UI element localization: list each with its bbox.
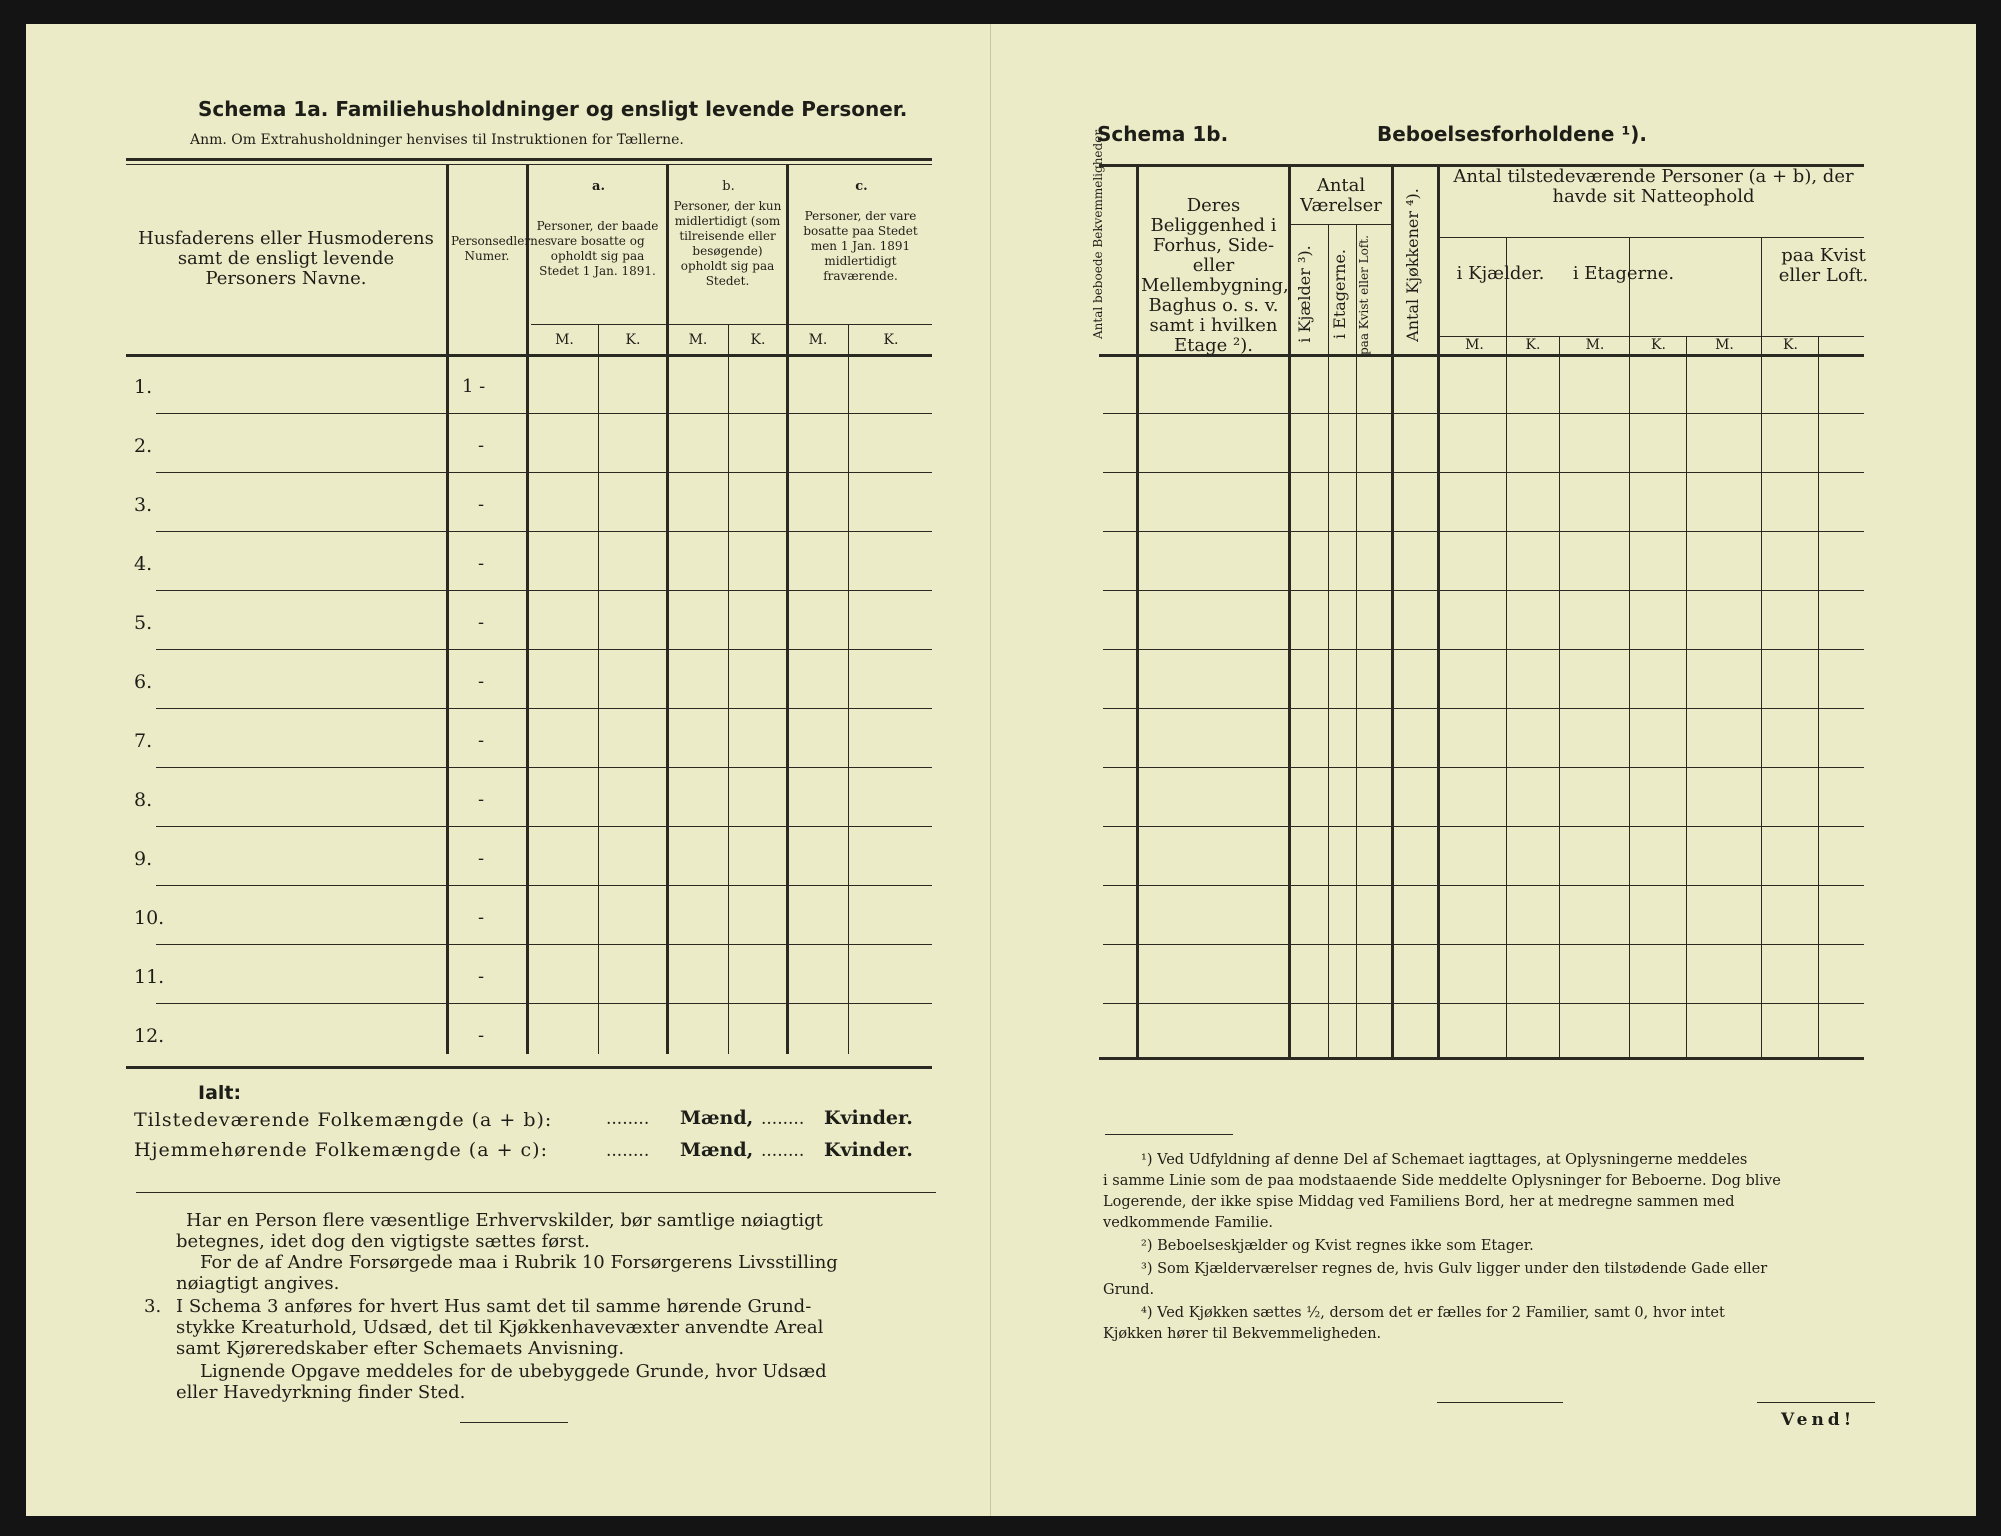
p-attic-m: M. [1715, 337, 1734, 353]
total1-kvinder: Kvinder. [824, 1107, 913, 1129]
footnote-1a: ¹) Ved Udfyldning af denne Del af Schemaet iagttages, at Oplysningerne meddeles [1141, 1152, 1748, 1168]
header-location: Deres Beliggenhed i Forhus, Side- eller Mellembygning, Baghus o. s. v. samt i hvilken Etage ²). [1141, 195, 1289, 356]
footnote-1c: Logerende, der ikke spise Middag ved Familiens Bord, her at medregne sammen med [1103, 1194, 1735, 1210]
total2-maend: Mænd, [680, 1139, 754, 1161]
person-number: - [478, 553, 485, 574]
total2-kvinder: Kvinder. [824, 1139, 913, 1161]
row-label: 11. [134, 966, 165, 988]
table-row [1103, 708, 1864, 709]
header-name: Husfaderens eller Husmoderens samt de ensligt levende Personers Navne. [138, 228, 434, 289]
p-cellar-k: K. [1525, 337, 1541, 353]
note-3b: stykke Kreaturhold, Udsæd, det til Kjøkkenhavevæxter anvendte Areal [176, 1317, 824, 1338]
header-persons-attic: paa Kvist eller Loft. [1778, 245, 1869, 286]
header-persons-floors: i Etagerne. [1572, 263, 1675, 284]
total2-label: Hjemmehørende Folkemængde (a + c): [134, 1139, 548, 1161]
person-number: - [478, 494, 485, 515]
header-rooms-cellar: i Kjælder ³). [1295, 245, 1314, 343]
header-kitchens: Antal Kjøkkener ⁴). [1403, 188, 1422, 342]
header-a-letter: a. [592, 179, 605, 194]
total2-dots-k: ........ [761, 1141, 805, 1161]
note-4b: eller Havedyrkning finder Sted. [176, 1382, 466, 1403]
header-persons: Antal tilstedeværende Personer (a + b), der havde sit Natteophold [1453, 166, 1854, 207]
row-label: 2. [134, 435, 153, 457]
header-a: Personer, der baade vare bosatte og opholdt sig paa Stedet 1 Jan. 1891. [536, 219, 659, 278]
total1-label: Tilstedeværende Folkemængde (a + b): [134, 1109, 553, 1131]
person-number: - [478, 671, 485, 692]
header-b-letter: b. [722, 179, 735, 194]
right-page [990, 24, 1976, 1516]
header-c-letter: c. [855, 179, 868, 194]
row-label: 5. [134, 612, 153, 634]
person-number: - [478, 789, 485, 810]
row-label: 6. [134, 671, 153, 693]
schema-1a-title: Schema 1a. Familiehusholdninger og ensligt levende Personer. [198, 97, 908, 121]
note-2b: nøiagtigt angives. [176, 1273, 340, 1294]
p-floors-m: M. [1585, 337, 1605, 353]
header-rooms: Antal Værelser [1300, 175, 1382, 216]
row-label: 12. [134, 1025, 165, 1047]
header-number: Personsedlernes Numer. [451, 234, 552, 263]
table-row [1103, 649, 1864, 650]
table-row [1103, 944, 1864, 945]
table-row [1103, 413, 1864, 414]
total2-dots-m: ........ [606, 1141, 650, 1161]
row-label: 1. [134, 376, 153, 398]
table-row [1103, 1003, 1864, 1004]
table-row [1103, 531, 1864, 532]
note-4a: Lignende Opgave meddeles for de ubebyggede Grunde, hvor Udsæd [200, 1361, 827, 1382]
b-k-label: K. [750, 332, 766, 348]
person-number: - [478, 435, 485, 456]
c-m-label: M. [808, 332, 828, 348]
header-c: Personer, der vare bosatte paa Stedet men 1 Jan. 1891 midlertidigt fraværende. [803, 209, 918, 283]
footnote-2: ²) Beboelseskjælder og Kvist regnes ikke som Etager. [1141, 1238, 1534, 1254]
person-number: - [478, 848, 485, 869]
footnote-3a: ³) Som Kjælderværelser regnes de, hvis Gulv ligger under den tilstødende Gade eller [1141, 1261, 1768, 1277]
row-label: 8. [134, 789, 153, 811]
note-3-number: 3. [144, 1296, 162, 1317]
a-m-label: M. [555, 332, 574, 348]
beboelsesforhold-title: Beboelsesforholdene ¹). [1377, 122, 1647, 146]
row-label: 7. [134, 730, 153, 752]
total1-dots-m: ........ [606, 1109, 650, 1129]
row-label: 10. [134, 907, 165, 929]
footnote-1d: vedkommende Familie. [1103, 1215, 1274, 1231]
total1-maend: Mænd, [680, 1107, 754, 1129]
header-persons-cellar: i Kjælder. [1456, 263, 1545, 284]
note-1b: betegnes, idet dog den vigtigste sættes først. [176, 1231, 590, 1252]
row-label: 3. [134, 494, 153, 516]
p-attic-k: K. [1783, 337, 1798, 353]
c-k-label: K. [883, 332, 899, 348]
table-row [1103, 826, 1864, 827]
footnote-1b: i samme Linie som de paa modstaaende Side meddelte Oplysninger for Beboerne. Dog blive [1103, 1173, 1781, 1189]
footnote-3b: Grund. [1103, 1282, 1155, 1298]
person-number: - [478, 966, 485, 987]
person-number: 1 - [462, 376, 486, 397]
row-label: 4. [134, 553, 153, 575]
note-2a: For de af Andre Forsørgede maa i Rubrik 10 Forsørgerens Livsstilling [200, 1252, 838, 1273]
ialt-label: Ialt: [198, 1082, 242, 1104]
note-1a: Har en Person flere væsentlige Erhvervskilder, bør samtlige nøiagtigt [186, 1210, 823, 1231]
row-label: 9. [134, 848, 153, 870]
left-page [26, 24, 990, 1516]
footnote-4b: Kjøkken hører til Bekvemmeligheden. [1103, 1326, 1382, 1342]
table-row [1103, 472, 1864, 473]
footnote-4a: ⁴) Ved Kjøkken sættes ½, dersom det er fælles for 2 Familier, samt 0, hvor intet [1141, 1305, 1725, 1321]
header-rooms-attic: paa Kvist eller Loft. [1357, 235, 1371, 355]
b-m-label: M. [688, 332, 708, 348]
schema-1b-title: Schema 1b. [1097, 122, 1229, 146]
person-number: - [478, 730, 485, 751]
header-rooms-floors: i Etagerne. [1330, 248, 1349, 340]
vend-label: Vend! [1781, 1410, 1856, 1430]
header-count: Antal beboede Bekvemmeligheder. [1091, 127, 1105, 339]
person-number: - [478, 1025, 485, 1046]
person-number: - [478, 612, 485, 633]
note-3c: samt Kjøreredskaber efter Schemaets Anvisning. [176, 1338, 625, 1359]
total1-dots-k: ........ [761, 1109, 805, 1129]
annotation: Anm. Om Extrahusholdninger henvises til Instruktionen for Tællerne. [190, 132, 684, 148]
header-b: Personer, der kun midlertidigt (som tilreisende eller besøgende) opholdt sig paa Stedet. [673, 199, 782, 288]
table-row [1103, 885, 1864, 886]
p-floors-k: K. [1651, 337, 1666, 353]
table-row [1103, 767, 1864, 768]
person-number: - [478, 907, 485, 928]
p-cellar-m: M. [1465, 337, 1484, 353]
a-k-label: K. [625, 332, 641, 348]
table-row [1103, 590, 1864, 591]
note-3a: I Schema 3 anføres for hvert Hus samt det til samme hørende Grund- [176, 1296, 812, 1317]
